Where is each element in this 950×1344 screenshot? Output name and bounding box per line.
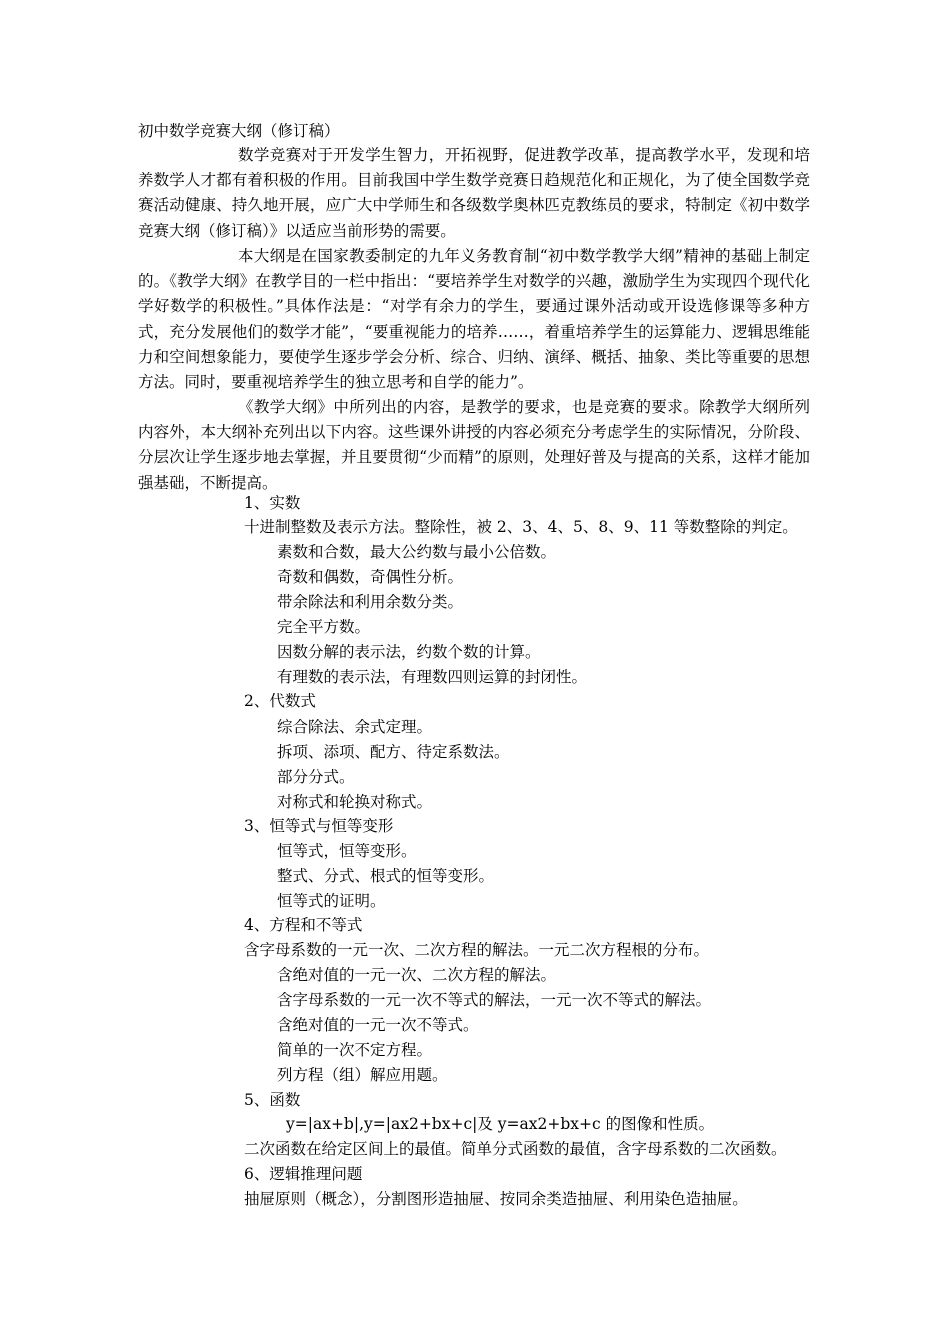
section-heading: 2、代数式 xyxy=(244,692,316,710)
section-item: y=|ax+b|,y=|ax2+bx+c|及 y=ax2+bx+c 的图像和性质。 xyxy=(286,1115,715,1133)
section-item: 有理数的表示法，有理数四则运算的封闭性。 xyxy=(277,668,588,686)
section-item: 对称式和轮换对称式。 xyxy=(277,793,433,811)
intro-paragraph-text: 《教学大纲》中所列出的内容，是教学的要求，也是竞赛的要求。除教学大纲所列内容外，本大纲补充列出以下内容。这些课外讲授的内容必须充分考虑学生的实际情况，分阶段、分层次让学生逐步地去掌握，并且要贯彻“少而精”的原则，处理好普及与提高的关系，这样才能加强基础，不断提高。 xyxy=(138,398,810,492)
section-item: 简单的一次不定方程。 xyxy=(277,1041,433,1059)
section-item: 带余除法和利用余数分类。 xyxy=(277,593,464,611)
section-item: 整式、分式、根式的恒等变形。 xyxy=(277,867,495,885)
section-item: 十进制整数及表示方法。整除性，被 2、3、4、5、8、9、11 等数整除的判定。 xyxy=(244,518,798,536)
section-item: 含字母系数的一元一次不等式的解法，一元一次不等式的解法。 xyxy=(277,991,712,1009)
intro-paragraph-text: 数学竞赛对于开发学生智力，开拓视野，促进教学改革，提高教学水平，发现和培养数学人才都有着积极的作用。目前我国中学生数学竞赛日趋规范化和正规化，为了使全国数学竞赛活动健康、持久地开展，应广大中学师生和各级数学奥林匹克教练员的要求，特制定《初中数学竞赛大纲（修订稿）》以适应当前形势的需要。 xyxy=(138,146,810,240)
section-item: 含绝对值的一元一次、二次方程的解法。 xyxy=(277,966,557,984)
section-item: 恒等式的证明。 xyxy=(277,892,386,910)
section-heading: 1、实数 xyxy=(244,494,301,512)
section-item: 奇数和偶数，奇偶性分析。 xyxy=(277,568,464,586)
section-item: 因数分解的表示法，约数个数的计算。 xyxy=(277,643,541,661)
section-heading: 4、方程和不等式 xyxy=(244,916,363,934)
section-item: 部分分式。 xyxy=(277,768,355,786)
section-item: 拆项、添项、配方、待定系数法。 xyxy=(277,743,510,761)
section-item: 列方程（组）解应用题。 xyxy=(277,1066,448,1084)
section-item: 素数和合数，最大公约数与最小公倍数。 xyxy=(277,543,557,561)
section-item: 完全平方数。 xyxy=(277,618,371,636)
intro-paragraph xyxy=(138,395,810,496)
section-item: 含字母系数的一元一次、二次方程的解法。一元二次方程根的分布。 xyxy=(244,941,710,959)
intro-paragraph-text: 本大纲是在国家教委制定的九年义务教育制“初中数学教学大纲”精神的基础上制定的。《教学大纲》在教学目的一栏中指出：“要培养学生对数学的兴趣，激励学生为实现四个现代化学好数学的积极性。”具体作法是：“对学有余力的学生，要通过课外活动或开设选修课等多种方式，充分发展他们的数学才能”，“要重视能力的培养……，着重培养学生的运算能力、逻辑思维能力和空间想象能力，要使学生逐步学会分析、综合、归纳、演绎、概括、抽象、类比等重要的思想方法。同时，要重视培养学生的独立思考和自学的能力”。 xyxy=(138,247,810,392)
intro-paragraph xyxy=(138,143,810,244)
section-heading: 6、逻辑推理问题 xyxy=(244,1165,363,1183)
section-item: 抽屉原则（概念），分割图形造抽屉、按同余类造抽屉、利用染色造抽屉。 xyxy=(244,1190,748,1208)
section-heading: 5、函数 xyxy=(244,1091,301,1109)
document-title: 初中数学竞赛大纲（修订稿） xyxy=(138,122,340,140)
section-item: 二次函数在给定区间上的最值。简单分式函数的最值，含字母系数的二次函数。 xyxy=(244,1140,787,1158)
section-item: 含绝对值的一元一次不等式。 xyxy=(277,1016,479,1034)
section-heading: 3、恒等式与恒等变形 xyxy=(244,817,394,835)
section-item: 综合除法、余式定理。 xyxy=(277,718,433,736)
intro-paragraph xyxy=(138,244,810,395)
section-item: 恒等式，恒等变形。 xyxy=(277,842,417,860)
